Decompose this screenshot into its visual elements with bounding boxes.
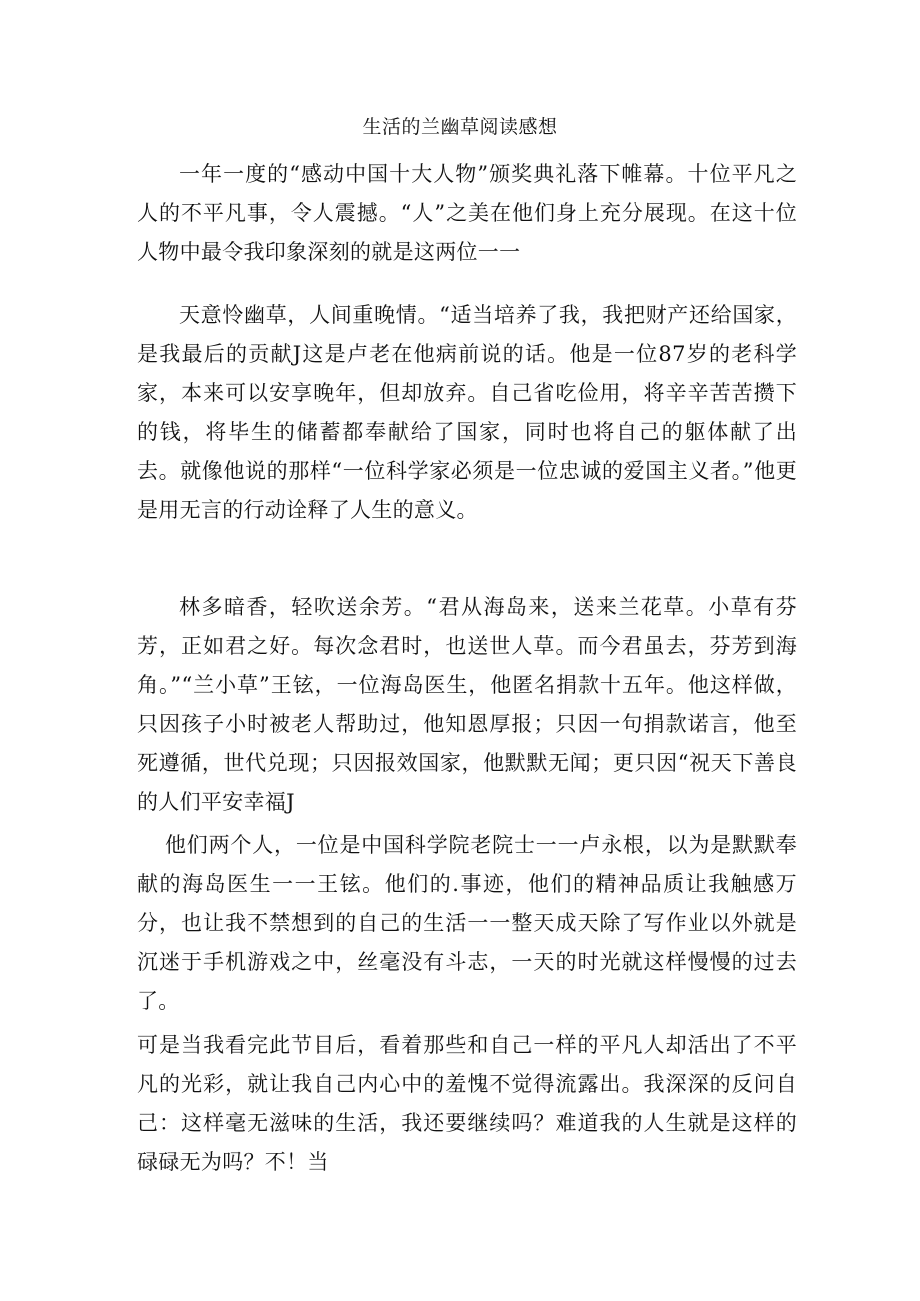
paragraph-reflection: 他们两个人，一位是中国科学院老院士一一卢永根，以为是默默奉献的海岛医生一一王铉。他们的.事迹，他们的精神品质让我触感万分，也让我不禁想到的自己的生活一一整天成天除了写作业以外就是沉迷于手机游戏之中，丝毫没有斗志，一天的时光就这样慢慢的过去了。 bbox=[137, 833, 797, 1013]
paragraph-conclusion: 可是当我看完此节目后，看着那些和自己一样的平凡人却活出了不平凡的光彩，就让我自己内心中的羞愧不觉得流露出。我深深的反问自己：这样毫无滋味的生活，我还要继续吗？难道我的人生就是这样的碌碌无为吗？不！当 bbox=[137, 1033, 797, 1174]
paragraph-lu-yonggen: 天意怜幽草，人间重晚情。“适当培养了我，我把财产还给国家，是我最后的贡献J这是卢老在他病前说的话。他是一位87岁的老科学家，本来可以安享晚年，但却放弃。自己省吃俭用，将辛辛苦苦攒下的钱，将毕生的储蓄都奉献给了国家，同时也将自己的躯体献了出去。就像他说的那样“一位科学家必须是一位忠诚的爱国主义者。”他更是用无言的行动诠释了人生的意义。 bbox=[137, 303, 797, 522]
paragraph-wang-xuan: 林多暗香，轻吹送余芳。“君从海岛来，送来兰花草。小草有芬芳，正如君之好。每次念君时，也送世人草。而今君虽去，芬芳到海角。”“兰小草”王铉，一位海岛医生，他匿名捐款十五年。他这样做，只因孩子小时被老人帮助过，他知恩厚报；只因一句捐款诺言，他至死遵循，世代兑现；只因报效国家，他默默无闻；更只因“祝天下善良的人们平安幸福J bbox=[137, 595, 797, 814]
document-title: 生活的兰幽草阅读感想 bbox=[362, 116, 558, 138]
paragraph-intro: 一年一度的“感动中国十大人物”颁奖典礼落下帷幕。十位平凡之人的不平凡事，令人震撼。“人”之美在他们身上充分展现。在这十位人物中最令我印象深刻的就是这两位一一 bbox=[137, 162, 797, 264]
